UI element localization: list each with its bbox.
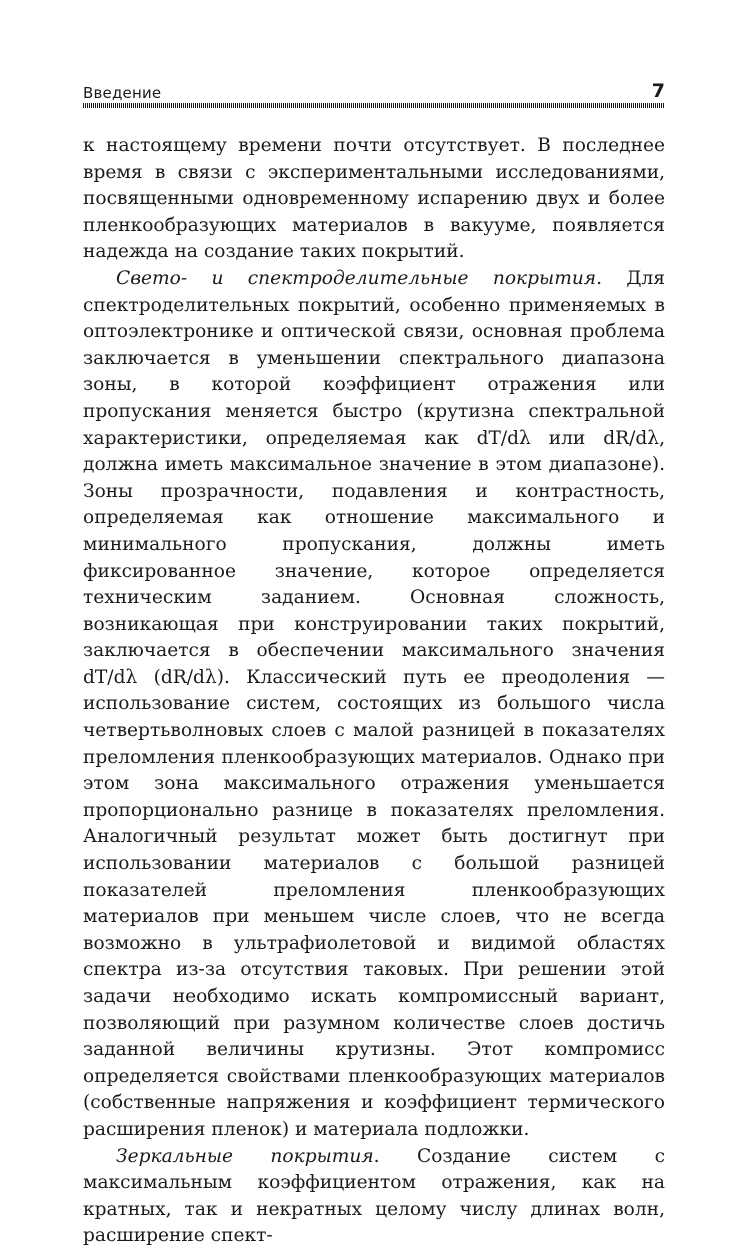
header-rule: [83, 103, 665, 108]
page-number: 7: [651, 80, 665, 102]
body-text: [83, 133, 665, 1250]
paragraph-text: . Для спектроделительных покрытий, особенно применяемых в оптоэлектронике и оптической связи, основная проблема заключается в уменьшении спектрального диапазона зоны, в которой коэффициент отражения или пропускания меняется быстро (крутизна спектральной характеристики, определяемая как dT/dλ или dR/dλ, должна иметь максимальное значение в этом диапазоне). Зоны прозрачности, подавления и контрастность, определяемая как отношение максимального и минимального пропускания, должны иметь фиксированное значение, которое определяется техническим заданием. Основная сложность, возникающая при конструировании таких покрытий, заключается в обеспечении максимального значения dT/dλ (dR/dλ). Классический путь ее преодоления — использование систем, состоящих из большого числа четвертьволновых слоев с малой разницей в показателях преломления пленкообразующих материалов. Однако при этом зона максимального отражения уменьшается пропорционально разнице в показателях преломления. Аналогичный результат может быть достигнут при использовании материалов с большой разницей показателей преломления пленкообразующих материалов при меньшем числе слоев, что не всегда возможно в ультрафиолетовой и видимой областях спектра из-за отсутствия таковых. При решении этой задачи необходимо искать компромиссный вариант, позволяющий при разумном количестве слоев достичь заданной величины крутизны. Этот компромисс определяется свойствами пленкообразующих материалов (собственные напряжения и коэффициент термического расширения пленок) и материала подложки.: [83, 267, 665, 1140]
paragraph-mirror-coatings: [83, 1144, 665, 1250]
running-head: [83, 80, 665, 102]
paragraph-beam-splitting-coatings: [83, 266, 665, 1144]
paragraph-text: . Создание систем с максимальным коэффициентом отражения, как на кратных, так и некратных целому числу длинах волн, расширение спект-: [83, 1145, 666, 1247]
book-page: [83, 80, 665, 1250]
section-title: Введение: [83, 84, 162, 102]
paragraph-lead-term: Зеркальные покрытия: [116, 1145, 374, 1167]
paragraph-continued: [83, 133, 665, 266]
paragraph-lead-term: Свето- и спектроделительные покрытия: [116, 267, 597, 289]
paragraph-text: к настоящему времени почти отсутствует. В последнее время в связи с экспериментальными исследованиями, посвященными одновременному испарению двух и более пленкообразующих материалов в вакууме, появляется надежда на создание таких покрытий.: [83, 135, 665, 263]
